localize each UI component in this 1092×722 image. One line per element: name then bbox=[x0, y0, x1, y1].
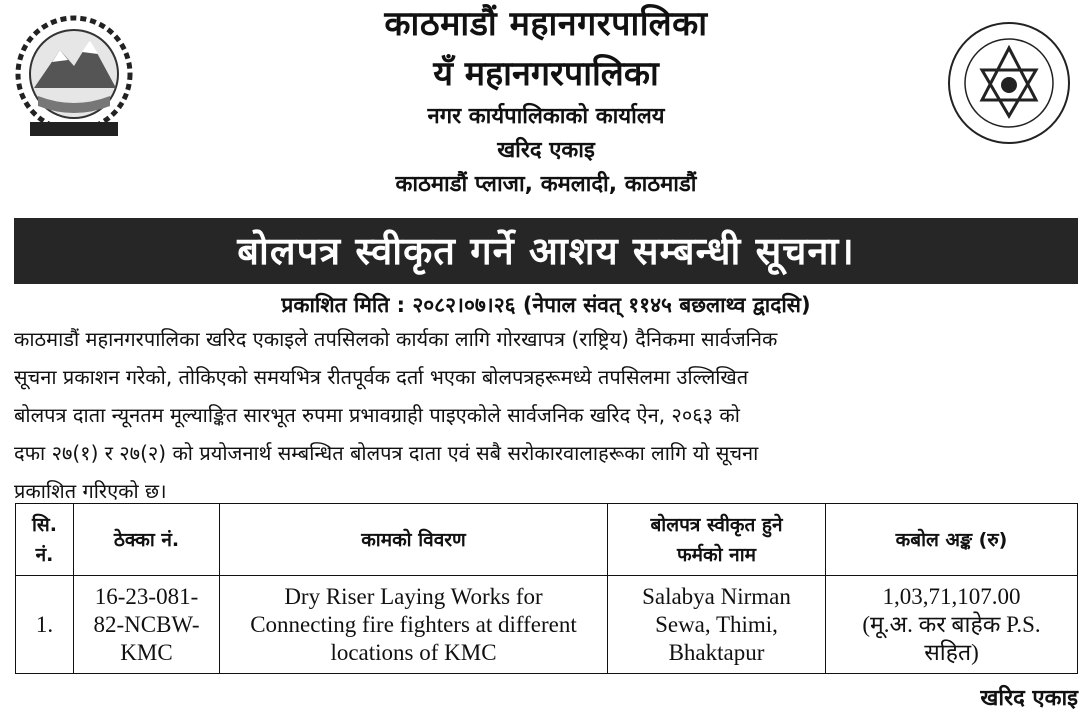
bid-table bbox=[15, 503, 1078, 674]
body-line: बोलपत्र दाता न्यूनतम मूल्याङ्कित सारभूत रुपमा प्रभावग्राही पाइएकोले सार्वजनिक खरिद ऐन, २०६३ को bbox=[14, 403, 740, 427]
cell-sn: 1. bbox=[16, 576, 74, 674]
body-line: सूचना प्रकाशन गरेको, तोकिएको समयभित्र रीतपूर्वक दर्ता भएका बोलपत्रहरूमध्ये तपसिलमा उल्लिखित bbox=[14, 365, 749, 389]
table-row bbox=[16, 576, 1078, 674]
unit-name: खरिद एकाइ bbox=[497, 138, 595, 163]
office-name: नगर कार्यपालिकाको कार्यालय bbox=[427, 104, 665, 129]
col-header-contract: ठेक्का नं. bbox=[74, 504, 220, 576]
cell-amount: 1,03,71,107.00 (मू.अ. कर बाहेक P.S. सहित) bbox=[826, 576, 1078, 674]
cell-firm: Salabya Nirman Sewa, Thimi, Bhaktapur bbox=[608, 576, 826, 674]
body-line: प्रकाशित गरिएको छ। bbox=[14, 479, 167, 503]
body-line: दफा २७(१) र २७(२) को प्रयोजनार्थ सम्बन्धित बोलपत्र दाता एवं सबै सरोकारवालाहरूका लागि यो सूचना bbox=[14, 441, 759, 465]
office-address: काठमाडौं प्लाजा, कमलादी, काठमाडौं bbox=[395, 172, 697, 197]
letterhead bbox=[0, 0, 1092, 212]
org-name-script: यँ महानगरपालिका bbox=[433, 54, 659, 94]
table-header-row bbox=[16, 504, 1078, 576]
kmc-seal-icon bbox=[946, 20, 1072, 146]
col-header-firm: बोलपत्र स्वीकृत हुने फर्मको नाम bbox=[608, 504, 826, 576]
col-header-amount: कबोल अङ्क (रु) bbox=[826, 504, 1078, 576]
cell-contract: 16-23-081- 82-NCBW- KMC bbox=[74, 576, 220, 674]
cell-description: Dry Riser Laying Works for Connecting fire fighters at different locations of KMC bbox=[220, 576, 608, 674]
col-header-description: कामको विवरण bbox=[220, 504, 608, 576]
publication-date: प्रकाशित मिति : २०८२।०७।२६ (नेपाल संवत् ११४५ बछलाथ्व द्वादसि) bbox=[281, 293, 811, 317]
body-line: काठमाडौं महानगरपालिका खरिद एकाइले तपसिलको कार्यका लागि गोरखापत्र (राष्ट्रिय) दैनिकमा सार्वजनिक bbox=[14, 327, 778, 351]
signature-unit: खरिद एकाइ bbox=[980, 686, 1078, 711]
nepal-emblem-icon bbox=[12, 10, 136, 142]
notice-title-banner: बोलपत्र स्वीकृत गर्ने आशय सम्बन्धी सूचना। bbox=[14, 218, 1078, 284]
header-text-block bbox=[160, 0, 932, 202]
notice-body bbox=[14, 320, 1080, 510]
col-header-sn: सि. नं. bbox=[16, 504, 74, 576]
org-name: काठमाडौं महानगरपालिका bbox=[384, 4, 708, 44]
